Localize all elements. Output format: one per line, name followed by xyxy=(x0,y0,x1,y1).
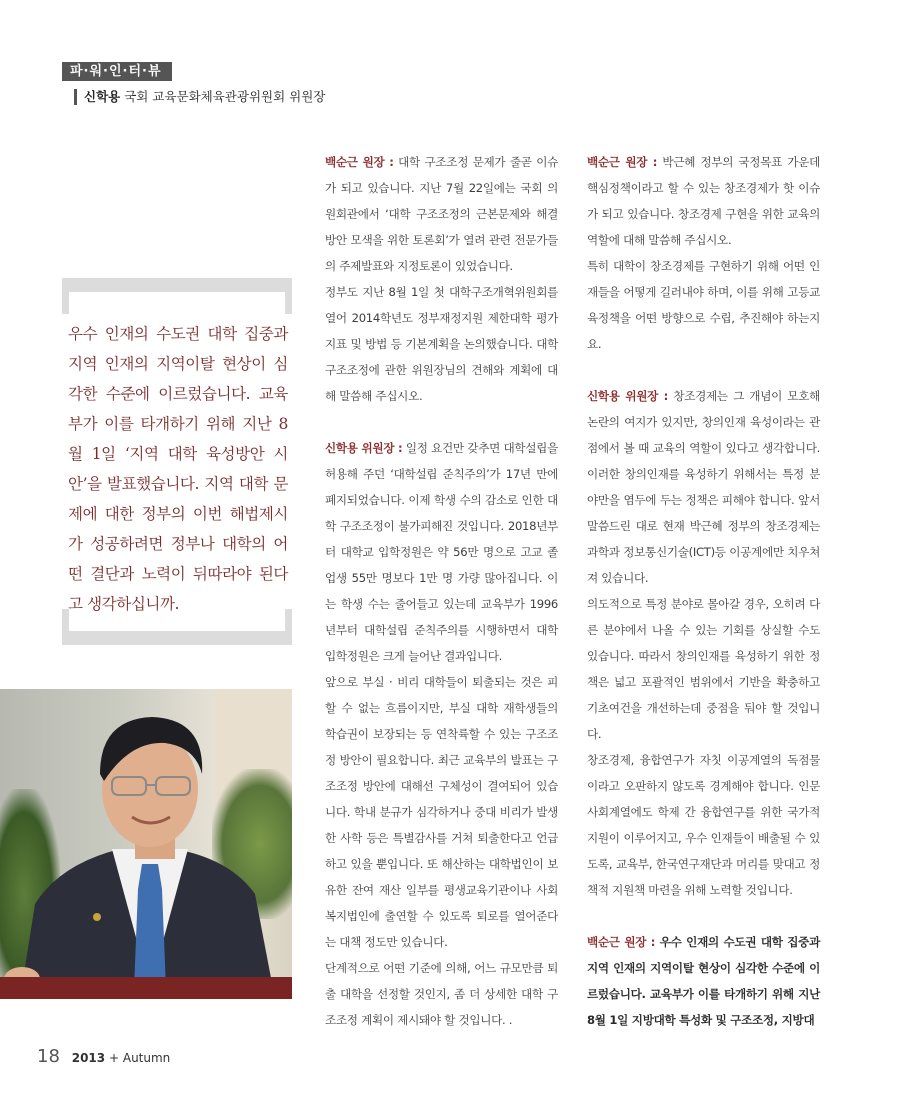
answer-paragraph xyxy=(325,435,558,669)
answer-paragraph: 단계적으로 어떤 기준에 의해, 어느 규모만큼 퇴출 대학을 선정할 것인지, 좀 더 상세한 대학 구조조정 계획이 제시돼야 할 것입니다. . xyxy=(325,961,558,1027)
answer-paragraph: 앞으로 부실 · 비리 대학들이 퇴출되는 것은 피할 수 없는 흐름이지만, 부실 대학 재학생들의 학습권이 보장되는 등 연착륙할 수 있는 구조조정 방안이 필요합니다. 최근 교육부의 발표는 구조조정 방안에 대해선 구체성이 결여되어 있습니다. 학내 분규가 심각하거나 중대 비리가 발생한 사학 등은 특별감사를 거쳐 퇴출한다고 언급하고 있을 뿐입니다. 또 해산하는 대학법인이 보유한 잔여 재산 일부를 평생교육기관이나 사회복지법인에 출연할 수 있도록 퇴로를 열어준다는 대책 정도만 있습니다. xyxy=(325,675,558,949)
question-paragraph xyxy=(325,149,558,279)
paragraph-text: 창조경제는 그 개념이 모호해 논란의 여지가 있지만, 창의인재 육성이라는 관점에서 볼 때 교육의 역할이 있다고 생각합니다. 이러한 창의인재를 육성하기 위해서는 특정 분야만을 염두에 두는 정책은 피해야 합니다. 앞서 말씀드린 대로 현재 박근혜 정부의 창조경제는 과학과 정보통신기술(ICT)등 이공계에만 치우쳐져 있습니다. xyxy=(587,389,820,585)
answer-paragraph xyxy=(587,383,820,591)
question-paragraph xyxy=(587,929,820,1033)
question-paragraph: 특히 대학이 창조경제를 구현하기 위해 어떤 인재들을 어떻게 길러내야 하며, 이를 위해 고등교육정책을 어떤 방향으로 수립, 추진해야 하는지요. xyxy=(587,259,820,351)
footer-plus: + xyxy=(108,1051,120,1065)
interviewee-figure xyxy=(0,689,292,999)
paragraph-text: 우수 인재의 수도권 대학 집중과 지역 인재의 지역이탈 현상이 심각한 수준에 이르렀습니다. 교육부가 이를 타개하기 위해 지난 8월 1일 지방대학 특성화 및 구조조정, 지방대 xyxy=(587,935,820,1027)
paragraph-gap xyxy=(587,357,820,383)
speaker-label: 신학용 위원장 : xyxy=(587,389,669,403)
byline xyxy=(74,89,325,105)
paragraph-text: 대학 구조조정 문제가 줄곧 이슈가 되고 있습니다. 지난 7월 22일에는 국회 의원회관에서 ‘대학 구조조정의 근본문제와 해결방안 모색을 위한 토론회’가 열려 관련 전문가들의 주제발표와 지정토론이 있었습니다. xyxy=(325,155,559,273)
question-paragraph xyxy=(587,149,820,253)
page-footer xyxy=(37,1046,170,1067)
byline-title: 국회 교육문화체육관광위원회 위원장 xyxy=(124,89,326,104)
byline-name: 신학용 xyxy=(84,89,121,104)
photo-base-band xyxy=(0,977,292,999)
section-tag: 파·워·인·터·뷰 xyxy=(62,62,172,81)
paragraph-gap xyxy=(587,903,820,929)
speaker-label: 백순근 원장 : xyxy=(587,935,656,949)
article-column-2 xyxy=(587,149,820,1033)
interviewee-photo xyxy=(0,689,292,999)
paragraph-gap xyxy=(325,409,558,435)
issue-year: 2013 xyxy=(71,1051,106,1065)
paragraph-text: 박근혜 정부의 국정목표 가운데 핵심정책이라고 할 수 있는 창조경제가 핫 이슈가 되고 있습니다. 창조경제 구현을 위한 교육의 역할에 대해 말씀해 주십시오. xyxy=(587,155,820,247)
speaker-label: 신학용 위원장 : xyxy=(325,441,403,455)
article-column-1 xyxy=(325,149,558,1033)
issue-season: Autumn xyxy=(122,1051,171,1065)
speaker-label: 백순근 원장 : xyxy=(587,155,658,169)
answer-paragraph: 의도적으로 특정 분야로 몰아갈 경우, 오히려 다른 분야에서 나올 수 있는 기회를 상실할 수도 있습니다. 따라서 창의인재를 육성하기 위한 정책은 넓고 포괄적인 범위에서 기반을 확충하고 기초여건을 개선하는데 중점을 둬야 할 것입니다. xyxy=(587,597,820,741)
question-paragraph: 정부도 지난 8월 1일 첫 대학구조개혁위원회를 열어 2014학년도 정부재정지원 제한대학 평가지표 및 방법 등 기본계획을 논의했습니다. 대학 구조조정에 관한 위원장님의 견해와 계획에 대해 말씀해 주십시오. xyxy=(325,285,558,403)
pull-quote: 우수 인재의 수도권 대학 집중과 지역 인재의 지역이탈 현상이 심각한 수준에 이르렀습니다. 교육부가 이를 타개하기 위해 지난 8월 1일 ‘지역 대학 육성방안 시안’을 발표했습니다. 지역 대학 문제에 대한 정부의 이번 해법제시가 성공하려면 정부나 대학의 어떤 결단과 노력이 뒤따라야 된다고 생각하십니까. xyxy=(68,325,288,613)
speaker-label: 백순근 원장 : xyxy=(325,155,394,169)
answer-paragraph: 창조경제, 융합연구가 자칫 이공계열의 독점물이라고 오판하지 않도록 경계해야 합니다. 인문사회계열에도 학제 간 융합연구를 위한 국가적 지원이 이루어지고, 우수 인재들이 배출될 수 있도록, 교육부, 한국연구재단과 머리를 맞대고 정책적 지원책 마련을 위해 노력할 것입니다. xyxy=(587,753,820,897)
paragraph-text: 일정 요건만 갖추면 대학설립을 허용해 주던 ‘대학설립 준칙주의’가 17년 만에 폐지되었습니다. 이제 학생 수의 감소로 인한 대학 구조조정이 불가피해진 것입니다. 2018년부터 대학교 입학정원은 약 56만 명으로 고교 졸업생 55만 명보다 1만 명 가량 많아집니다. 이는 학생 수는 줄어들고 있는데 교육부가 1996년부터 대학설립 준칙주의를 시행하면서 대학 입학정원은 크게 늘어난 결과입니다. xyxy=(325,441,558,663)
page-number: 18 xyxy=(37,1046,60,1067)
